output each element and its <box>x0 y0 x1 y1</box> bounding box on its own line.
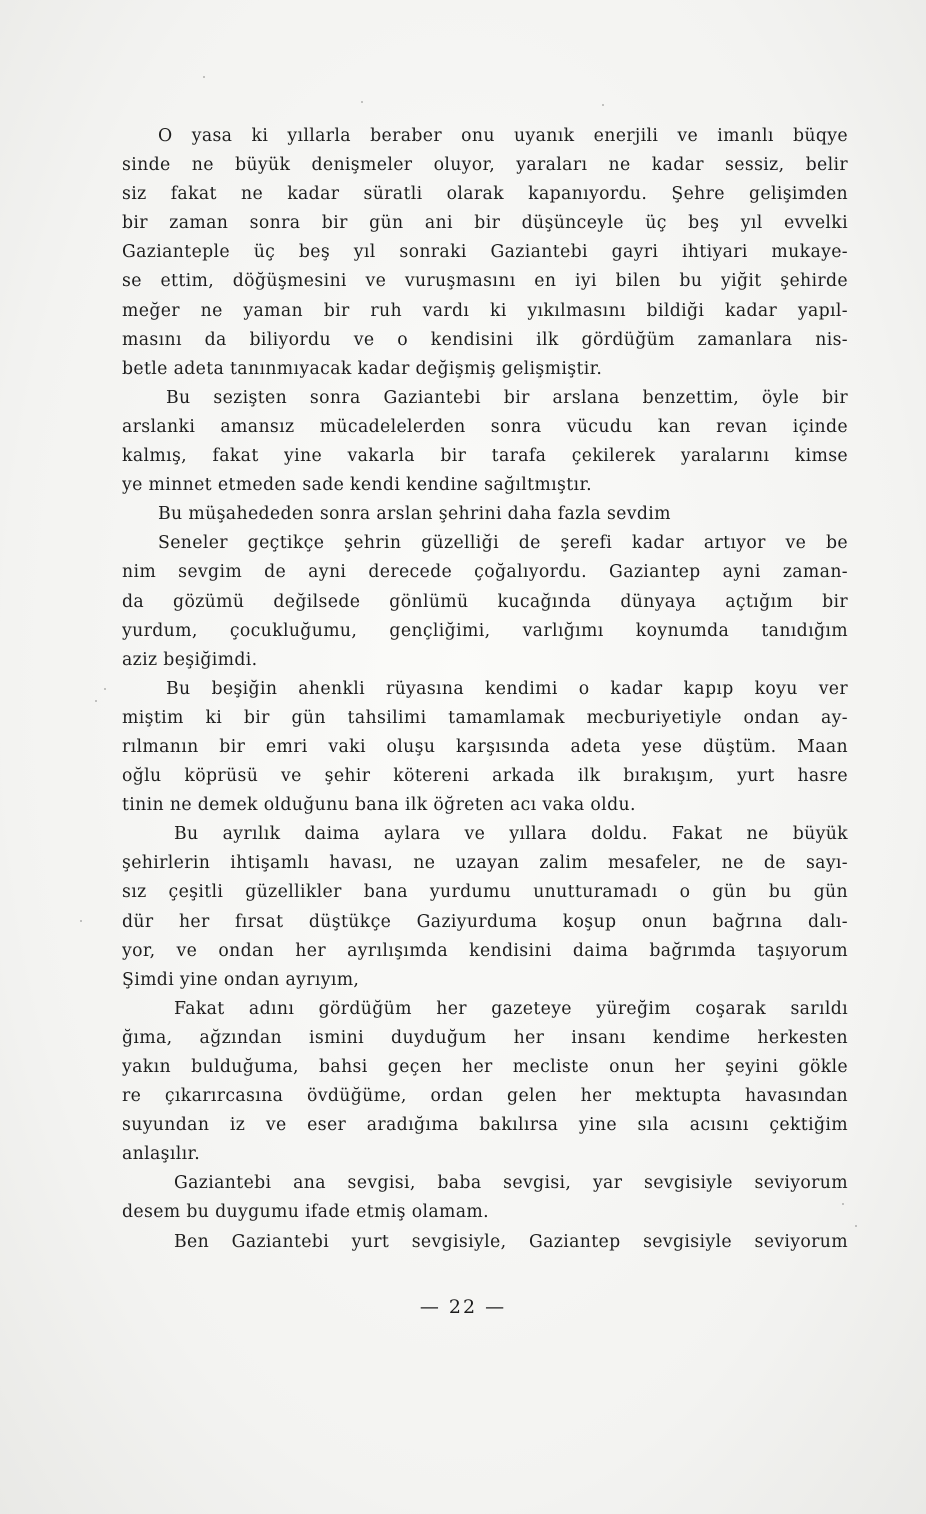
text-line: nim sevgim de ayni derecede çoğalıyordu. Gaziantep ayni zaman- <box>122 562 848 583</box>
scan-speck <box>855 1225 857 1227</box>
paragraph <box>122 820 848 965</box>
text-line: yor, ve ondan her ayrılışımda kendisini daima bağrımda taşıyorum <box>122 940 848 961</box>
text-line: Gaziantebi ana sevgisi, baba sevgisi, yar sevgisiyle seviyorum <box>174 1173 848 1194</box>
paragraph <box>122 122 848 384</box>
text-line: Gazianteple üç beş yıl sonraki Gaziantebi gayri ihtiyari mukaye- <box>122 242 848 263</box>
text-line: şehirlerin ihtişamlı havası, ne uzayan zalim mesafeler, ne de sayı- <box>122 853 848 874</box>
text-line: ye minnet etmeden sade kendi kendine sağıltmıştır. <box>122 475 592 496</box>
paragraph <box>122 675 848 820</box>
text-line: aziz beşiğimdi. <box>122 649 258 670</box>
text-line: kalmış, fakat yine vakarla bir tarafa çekilerek yaralarını kimse <box>122 446 848 467</box>
scan-speck <box>602 104 604 106</box>
paragraph <box>122 995 848 1170</box>
text-line: ğıma, ağzından ismini duyduğum her insanı kendime herkesten <box>122 1027 848 1048</box>
scan-speck <box>80 920 82 922</box>
text-line: Bu müşahededen sonra arslan şehrini daha fazla sevdim <box>158 504 671 525</box>
paragraph <box>122 966 848 995</box>
text-line: oğlu köprüsü ve şehir kötereni arkada ilk bırakışım, yurt hasre <box>122 766 848 787</box>
text-line: O yasa ki yıllarla beraber onu uyanık enerjili ve imanlı büqye <box>158 126 848 146</box>
text-line: sinde ne büyük denişmeler oluyor, yaraları ne kadar sessiz, belir <box>122 155 848 176</box>
text-line: Bu sezişten sonra Gaziantebi bir arslana benzettim, öyle bir <box>166 387 848 408</box>
text-line: meğer ne yaman bir ruh vardı ki yıkılmasını bildiği kadar yapıl- <box>122 300 848 321</box>
scan-speck <box>95 700 97 702</box>
text-line: se ettim, döğüşmesini ve vuruşmasını en iyi bilen bu yiğit şehirde <box>122 271 848 292</box>
text-line: miştim ki bir gün tahsilimi tamamlamak mecburiyetiyle ondan ay- <box>122 707 848 728</box>
text-line: suyundan iz ve eser aradığıma bakılırsa yine sıla acısını çektiğim <box>122 1115 848 1136</box>
text-line: Şimdi yine ondan ayrıyım, <box>122 969 360 990</box>
text-line: betle adeta tanınmıyacak kadar değişmiş gelişmiştir. <box>122 358 603 379</box>
page-number: — 22 — <box>419 1296 507 1318</box>
text-line: re çıkarırcasına övdüğüme, ordan gelen her mektupta havasından <box>122 1086 848 1107</box>
paragraph <box>122 1228 848 1257</box>
text-line: yurdum, çocukluğumu, gençliğimi, varlığımı koynumda tanıdığım <box>122 620 848 641</box>
scan-speck <box>203 76 205 78</box>
text-line: Fakat adını gördüğüm her gazeteye yüreğim coşarak sarıldı <box>174 998 848 1019</box>
text-line: sız çeşitli güzellikler bana yurdumu unutturamadı o gün bu gün <box>122 882 848 903</box>
text-line: masını da biliyordu ve o kendisini ilk gördüğüm zamanlara nis- <box>122 329 848 350</box>
text-line: arslanki amansız mücadelelerden sonra vücudu kan revan içinde <box>122 416 848 437</box>
text-line: Ben Gaziantebi yurt sevgisiyle, Gaziantep sevgisiyle seviyorum <box>174 1231 848 1252</box>
text-line: Bu beşiğin ahenkli rüyasına kendimi o kadar kapıp koyu ver <box>166 678 848 699</box>
text-line: yakın bulduğuma, bahsi geçen her mecliste onun her şeyini gökle <box>122 1057 848 1077</box>
scan-speck <box>361 101 363 103</box>
text-line: Seneler geçtikçe şehrin güzelliği de şerefi kadar artıyor ve be <box>158 533 848 554</box>
text-line: bir zaman sonra bir gün ani bir düşünceyle üç beş yıl evvelki <box>122 213 848 234</box>
paragraph <box>122 1169 848 1227</box>
text-line: rılmanın bir emri vaki oluşu karşısında adeta yese düştüm. Maan <box>122 736 848 757</box>
text-line: Bu ayrılık daima aylara ve yıllara doldu. Fakat ne büyük <box>174 824 848 845</box>
scan-speck <box>104 688 106 690</box>
text-line: da gözümü değilsede gönlümü kucağında dünyaya açtığım bir <box>122 591 848 612</box>
body-text <box>122 122 848 1257</box>
text-line: anlaşılır. <box>122 1144 201 1165</box>
paragraph <box>122 500 848 675</box>
paragraph <box>122 384 848 500</box>
text-line: desem bu duygumu ifade etmiş olamam. <box>122 1202 489 1223</box>
text-line: dür her fırsat düştükçe Gaziyurduma koşup onun bağrına dalı- <box>122 911 848 932</box>
text-line: tinin ne demek olduğunu bana ilk öğreten acı vaka oldu. <box>122 795 636 816</box>
text-line: siz fakat ne kadar süratli olarak kapanıyordu. Şehre gelişimden <box>122 184 848 205</box>
